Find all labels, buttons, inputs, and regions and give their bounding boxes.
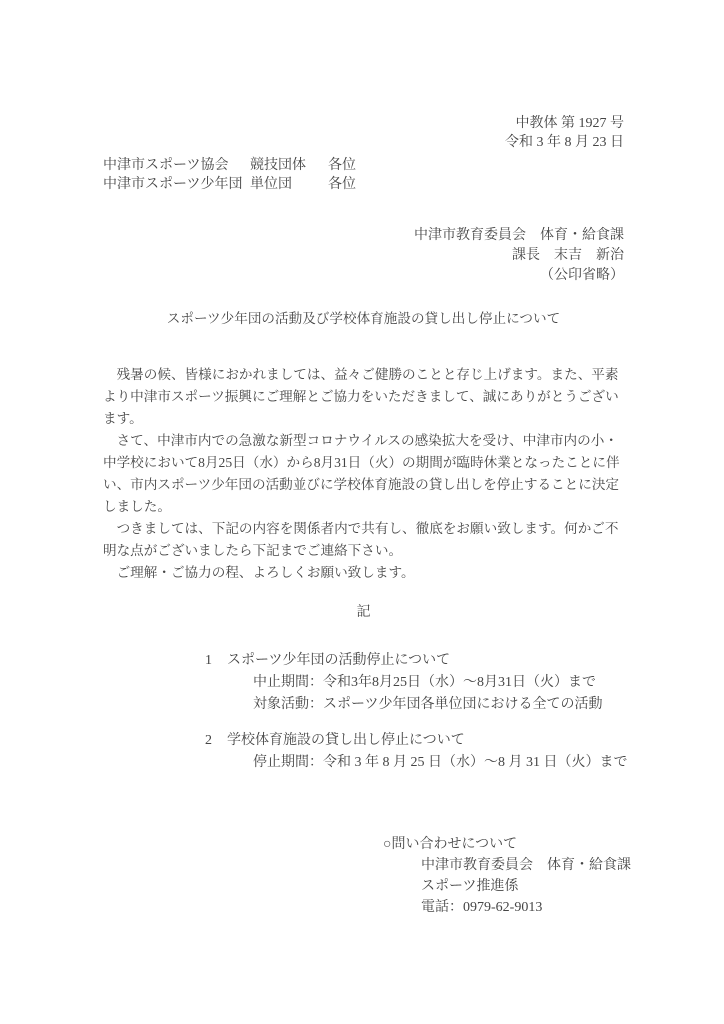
list-item-facility-stop <box>205 730 628 774</box>
seal-omitted-note: （公印省略） <box>540 268 624 283</box>
recipient-org: 中津市スポーツ協会 <box>103 158 229 173</box>
recipients-block <box>103 156 624 194</box>
document-title: スポーツ少年団の活動及び学校体育施設の貸し出し停止について <box>166 311 561 326</box>
doc-number: 中教体 第 1927 号 <box>515 116 624 131</box>
greeting-paragraph: 残暑の候、皆様におかれましては、益々ご健勝のことと存じ上げます。また、平素 より中津市スポーツ振興にご理解とご協力をいただきまして、誠にありがとうござい ます。 <box>103 367 619 426</box>
contact-block <box>383 834 631 918</box>
request-paragraph: つきましては、下記の内容を関係者内で共有し、徹底をお願い致します。何かご不 明な点がございましたら下記までご連絡下さい。 <box>103 521 619 558</box>
document-content <box>103 114 631 918</box>
item-number: 2 <box>205 733 212 748</box>
item-detail-target: 対象活動：スポーツ少年団各単位団における全ての活動 <box>253 697 603 712</box>
contact-heading: ○問い合わせについて <box>383 837 518 852</box>
recipient-group: 競技団体 <box>250 158 306 173</box>
contact-section: スポーツ推進係 <box>421 879 519 894</box>
record-marker: 記 <box>356 605 371 620</box>
sender-block <box>103 226 624 286</box>
item-heading: スポーツ少年団の活動停止について <box>227 653 451 668</box>
list-item-activity-stop <box>205 650 624 716</box>
item-number: 1 <box>205 653 212 668</box>
item-heading-row <box>205 650 624 672</box>
item-detail-period: 停止期間：令和 3 年 8 月 25 日（水）～8 月 31 日（火）まで <box>253 755 628 770</box>
recipient-group: 単位団 <box>250 177 292 192</box>
main-paragraph: さて、中津市内での急激な新型コロナウイルスの感染拡大を受け、中津市内の小・ 中学校において8月25日（水）から8月31日（火）の期間が臨時休業となったことに伴 い、市内スポーツ少年団の活動並びに学校体育施設の貸し出しを停止することに決定 しました。 <box>103 433 620 514</box>
closing-paragraph: ご理解・ご協力の程、よろしくお願い致します。 <box>103 565 415 580</box>
item-heading: 学校体育施設の貸し出し停止について <box>227 733 465 748</box>
issue-date: 令和 3 年 8 月 23 日 <box>505 135 624 150</box>
notice-list <box>205 650 628 774</box>
contact-office: 中津市教育委員会 体育・給食課 <box>421 858 631 873</box>
body-text <box>103 364 624 584</box>
item-heading-row <box>205 730 624 752</box>
recipient-org: 中津市スポーツ少年団 <box>103 177 243 192</box>
recipient-honorific: 各位 <box>328 177 356 192</box>
recipient-honorific: 各位 <box>328 158 356 173</box>
sender-office: 中津市教育委員会 体育・給食課 <box>414 228 624 243</box>
sender-person: 課長 末吉 新治 <box>512 248 624 263</box>
item-detail-period: 中止期間：令和3年8月25日（水）～8月31日（火）まで <box>253 675 596 690</box>
contact-phone: 電話：0979-62-9013 <box>421 900 543 915</box>
